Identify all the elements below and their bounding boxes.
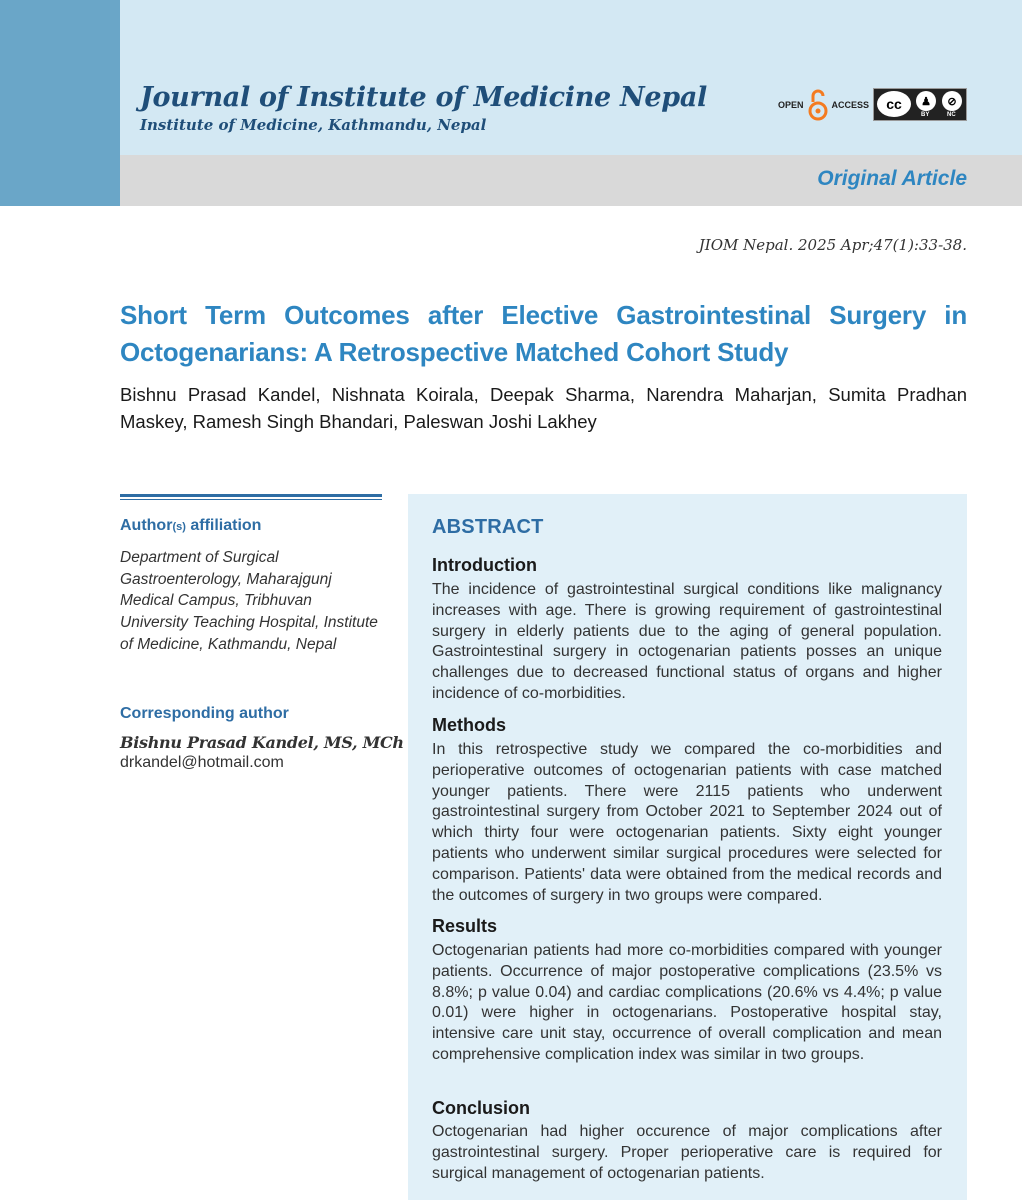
affiliation-heading-post: affiliation: [185, 517, 262, 534]
affiliation-heading-small: (s): [172, 521, 186, 533]
article-type: Original Article: [817, 167, 967, 190]
cc-nc-label: NC: [947, 112, 956, 118]
header-left-accent-bar: [0, 0, 120, 206]
affiliation-text: Department of Surgical Gastroenterology, Maharajgunj Medical Campus, Tribhuvan University Teaching Hospital, Institute of Medicine, Kathmandu, Nepal: [120, 549, 378, 653]
sidebar-divider-thin: [120, 499, 382, 500]
methods-heading: Methods: [432, 715, 506, 735]
attribution-person-icon: ♟: [916, 91, 936, 111]
methods-text: In this retrospective study we compared the co-morbidities and perioperative outcomes of octogenarian patients with case matched younger patients. There were 2115 patients who underwent gastrointestinal surgery from October 2021 to September 2024 out of which thirty four were octogenarian patients. Sixty eight younger patients who underwent similar surgical procedures were selected for comparison. Patients' data were obtained from the medical records and the outcomes of surgery in two groups were compared.: [432, 741, 942, 904]
author-list: Bishnu Prasad Kandel, Nishnata Koirala, Deepak Sharma, Narendra Maharjan, Sumita Pradhan Maskey, Ramesh Singh Bhandari, Paleswan Joshi Lakhey: [120, 384, 967, 432]
results-heading: Results: [432, 916, 498, 936]
article-title: Short Term Outcomes after Elective Gastrointestinal Surgery in Octogenarians: A Retrospective Matched Cohort Study: [120, 300, 967, 367]
open-access-lock-icon: [808, 89, 828, 121]
open-access-logo: [778, 88, 869, 122]
cc-license-badge: [873, 88, 967, 121]
open-access-right-label: ACCESS: [831, 100, 870, 110]
cc-logo-icon: cc: [877, 91, 911, 117]
citation: JIOM Nepal. 2025 Apr;47(1):33-38.: [698, 236, 967, 254]
conclusion-text: Octogenarian had higher occurence of major complications after gastrointestinal surgery. Proper perioperative care is required for surgical management of octogenarian patients.: [432, 1123, 942, 1182]
open-access-left-label: OPEN: [778, 100, 804, 110]
journal-subtitle: Institute of Medicine, Kathmandu, Nepal: [140, 116, 487, 134]
journal-title: Journal of Institute of Medicine Nepal: [140, 82, 708, 113]
corresponding-author-email[interactable]: drkandel@hotmail.com: [120, 754, 284, 771]
results-text: Octogenarian patients had more co-morbidities compared with younger patients. Occurrence of major postoperative complications (23.5% vs 8.8%; p value 0.04) and cardiac complications (20.6% vs 4.4%; p value 0.01) were higher in octogenarians. Postoperative hospital stay, intensive care unit stay, occurrence of overall complication and mean comprehensive complication index was similar in two groups.: [432, 942, 942, 1063]
affiliation-heading-pre: Author: [120, 517, 173, 534]
corresponding-author-name: Bishnu Prasad Kandel, MS, MCh: [120, 733, 404, 752]
corresponding-author-heading: Corresponding author: [120, 705, 289, 722]
introduction-heading: Introduction: [432, 555, 537, 575]
conclusion-heading: Conclusion: [432, 1098, 530, 1118]
introduction-text: The incidence of gastrointestinal surgical conditions like malignancy increases with age. There is growing requirement of gastrointestinal surgery in elderly patients due to the aging of general population. Gastrointestinal surgery in octogenarian patients posses an unique challenges due to decreased functional status of organs and higher incidence of co-morbidities.: [432, 581, 942, 702]
noncommercial-icon: ⊘: [942, 91, 962, 111]
abstract-title: ABSTRACT: [432, 516, 544, 538]
affiliation-heading: [120, 517, 261, 535]
sidebar-divider: [120, 494, 382, 497]
cc-by-label: BY: [921, 112, 930, 118]
